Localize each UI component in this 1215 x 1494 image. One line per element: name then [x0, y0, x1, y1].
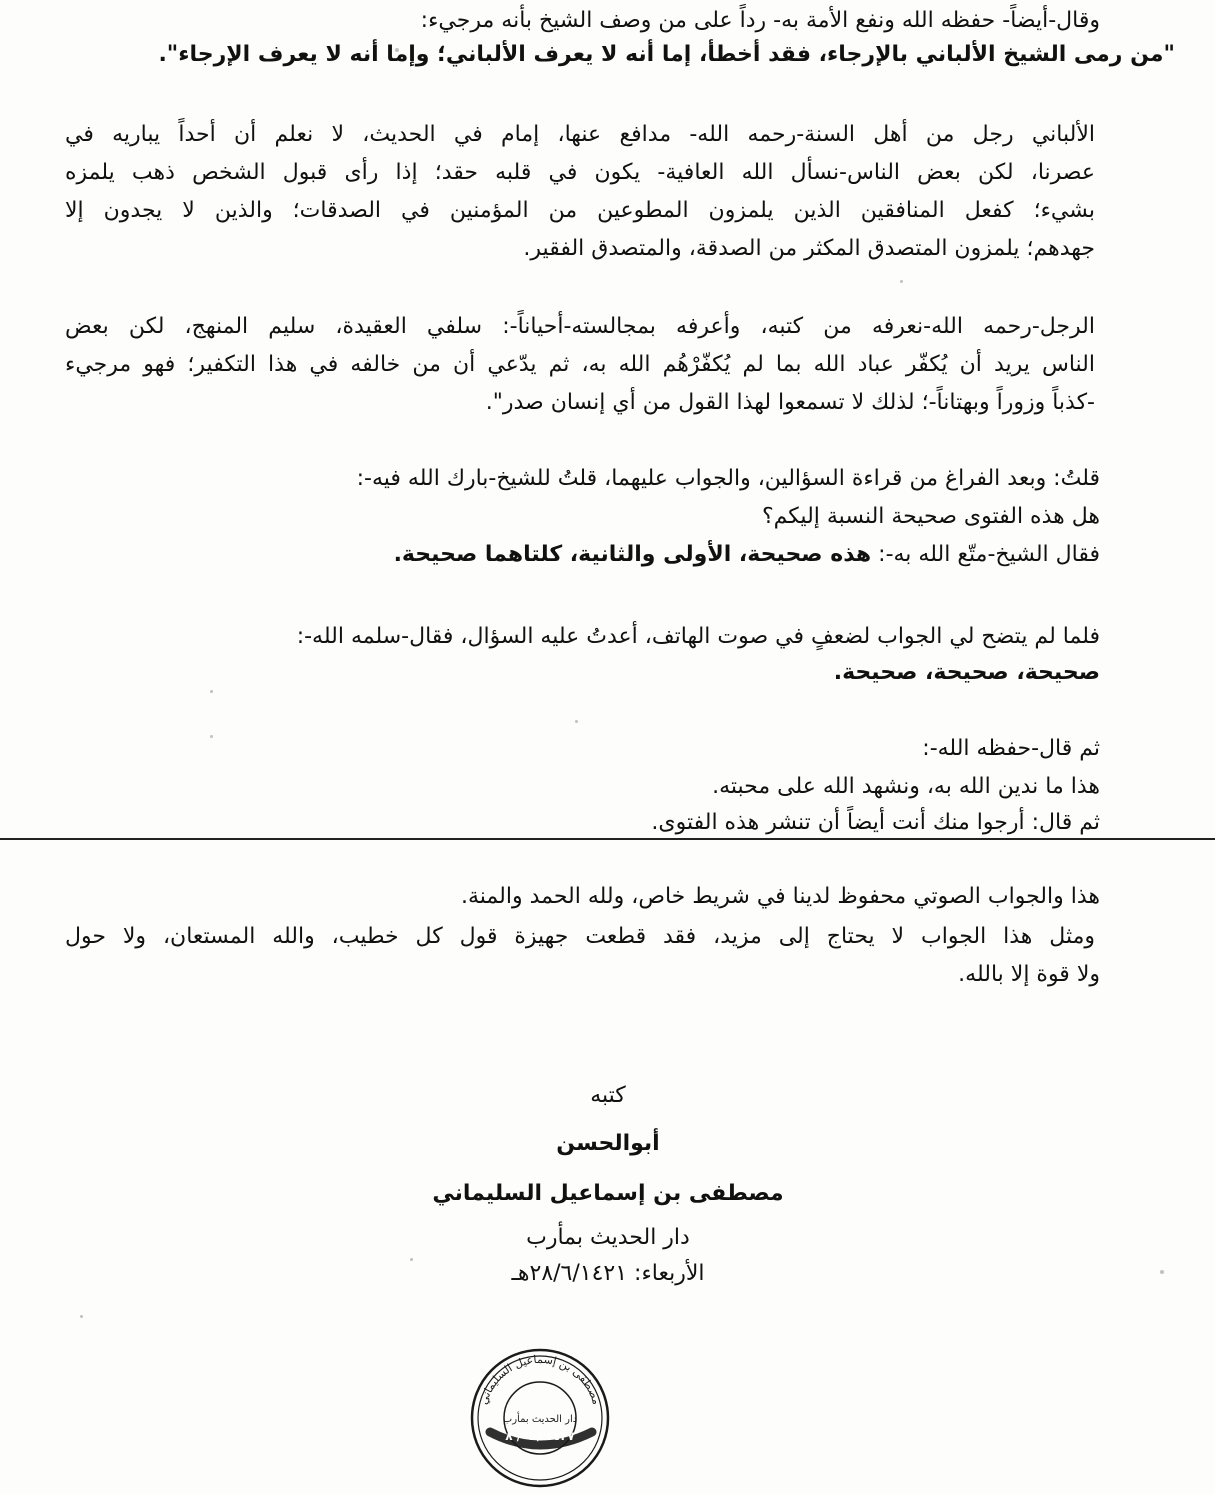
scan-speck	[575, 720, 578, 723]
p4-line-2: هل هذه الفتوى صحيحة النسبة إليكم؟	[761, 504, 1100, 529]
signature-date: الأربعاء: ٢٨/٦/١٤٢١هـ	[511, 1261, 705, 1286]
signature-name: مصطفى بن إسماعيل السليماني	[432, 1181, 784, 1206]
p6-line-1: ثم قال-حفظه الله-:	[922, 736, 1100, 761]
p2-line-2: عصرنا، لكن بعض الناس-نسأل الله العافية- يكون في قلبه حقد؛ إذا رأى قبول الشخص ذهب يلمزه	[65, 160, 1095, 185]
scan-speck	[410, 1258, 413, 1261]
scan-speck	[1160, 1270, 1164, 1274]
p1-line-2-quote: "من رمى الشيخ الألباني بالإرجاء، فقد أخطأ، إما أنه لا يعرف الألباني؛ وإما أنه لا يعرف الإرجاء".	[158, 42, 1175, 67]
p5-line-2: صحيحة، صحيحة، صحيحة.	[833, 660, 1100, 685]
p7-line-2: ومثل هذا الجواب لا يحتاج إلى مزيد، فقد قطعت جهيزة قول كل خطيب، والله المستعان، ولا حول	[65, 924, 1095, 949]
official-stamp-icon	[460, 1340, 620, 1490]
signature-kunya: أبوالحسن	[556, 1131, 660, 1156]
p4-line-3-answer: هذه صحيحة، الأولى والثانية، كلتاهما صحيحة.	[393, 542, 872, 567]
p2-line-1: الألباني رجل من أهل السنة-رحمه الله- مدافع عنها، إمام في الحديث، لا نعلم أن أحداً يباريه في	[65, 122, 1095, 147]
p2-line-4: جهدهم؛ يلمزون المتصدق المكثر من الصدقة، والمتصدق الفقير.	[523, 236, 1095, 261]
p3-line-1: الرجل-رحمه الله-نعرفه من كتبه، وأعرفه بمجالسته-أحياناً-: سلفي العقيدة، سليم المنهج، لكن بعض	[65, 314, 1095, 339]
stamp-date-text: ١٤٢٧ / ٦ / ٨	[505, 1429, 575, 1443]
scan-speck	[900, 280, 903, 283]
p2-line-3: بشيء؛ كفعل المنافقين الذين يلمزون المطوعين من المؤمنين في الصدقات؛ والذين لا يجدون إلا	[65, 198, 1095, 223]
p4-line-3-intro: فقال الشيخ-متّع الله به-:	[871, 542, 1100, 567]
scan-speck	[210, 735, 213, 738]
scan-speck	[395, 48, 399, 52]
horizontal-rule	[0, 838, 1215, 840]
p5-line-1: فلما لم يتضح لي الجواب لضعفٍ في صوت الهاتف، أعدتُ عليه السؤال، فقال-سلمه الله-:	[296, 624, 1100, 649]
signature-wrote: كتبه	[590, 1083, 626, 1108]
p4-line-1: قلتُ: وبعد الفراغ من قراءة السؤالين، والجواب عليهما، قلتُ للشيخ-بارك الله فيه-:	[356, 466, 1100, 491]
p1-line-1: وقال-أيضاً- حفظه الله ونفع الأمة به- رداً على من وصف الشيخ بأنه مرجيء:	[420, 8, 1100, 33]
p3-line-2: الناس يريد أن يُكفّر عباد الله بما لم يُكفّرْهُم الله به، ثم يدّعي أن من خالفه في هذا التكفير؛ فهو مرجيء	[65, 352, 1095, 377]
p6-line-2: هذا ما ندين الله به، ونشهد الله على محبته.	[712, 774, 1100, 799]
p4-line-3	[60, 538, 1100, 572]
scan-speck	[210, 690, 213, 693]
signature-institution: دار الحديث بمأرب	[526, 1225, 690, 1250]
p7-line-3: ولا قوة إلا بالله.	[958, 962, 1100, 987]
p6-line-3: ثم قال: أرجوا منك أنت أيضاً أن تنشر هذه الفتوى.	[651, 810, 1100, 835]
p7-line-1: هذا والجواب الصوتي محفوظ لدينا في شريط خاص، ولله الحمد والمنة.	[461, 884, 1100, 909]
stamp-outer-text: مصطفى بن إسماعيل السليماني	[476, 1352, 604, 1407]
stamp-inner-text: دار الحديث بمأرب	[502, 1414, 578, 1425]
p3-line-3: -كذباً وزوراً وبهتاناً-؛ لذلك لا تسمعوا لهذا القول من أي إنسان صدر".	[485, 390, 1095, 415]
scan-speck	[80, 1315, 83, 1318]
